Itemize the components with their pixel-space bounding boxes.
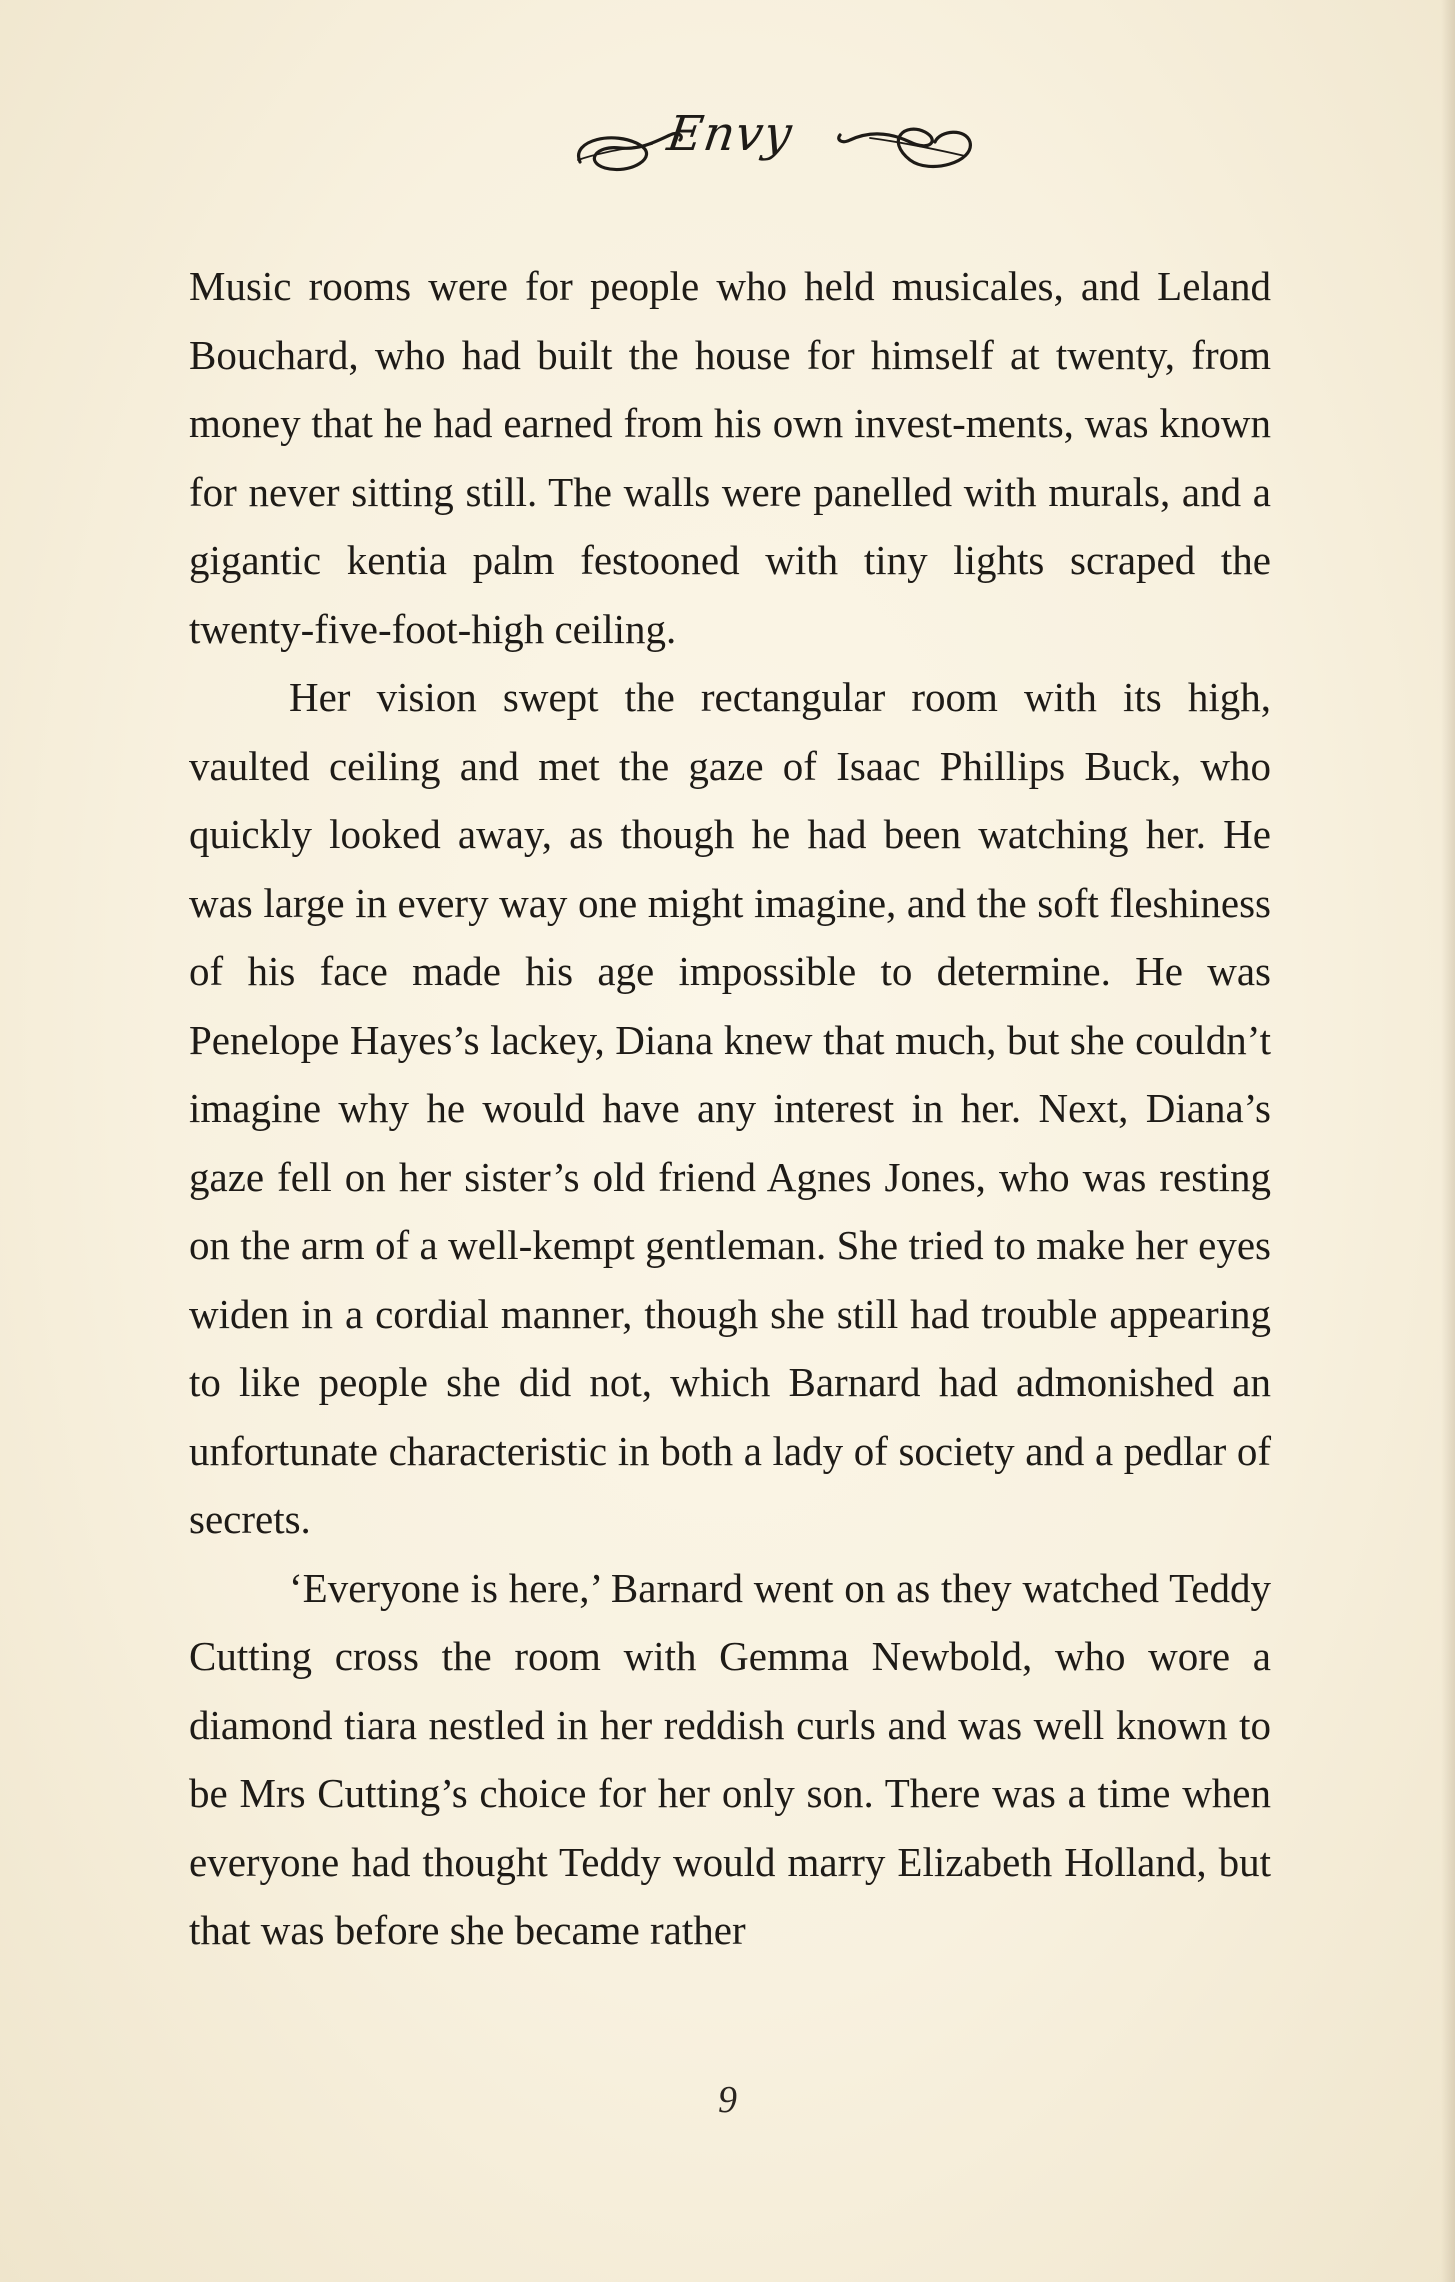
page-number: 9: [718, 2079, 737, 2121]
paragraph-2: Her vision swept the rectangular room with its high, vaulted ceiling and met the gaze of Isaac Phillips Buck, who quickly looked away, as though he had been watching her. He was large in every way one might imagine, and the soft fleshiness of his face made his age impossible to determine. He was Penelope Hayes’s lackey, Diana knew that much, but she couldn’t imagine why he would have any interest in her. Next, Diana’s gaze fell on her sister’s old friend Agnes Jones, who was resting on the arm of a well-kempt gentleman. She tried to make her eyes widen in a cordial manner, though she still had trouble appearing to like people she did not, which Barnard had admonished an unfortunate characteristic in both a lady of society and a pedlar of secrets.: [189, 674, 1271, 1542]
running-head-title: Envy: [663, 106, 797, 162]
paragraph-3: ‘Everyone is here,’ Barnard went on as they watched Teddy Cutting cross the room with Gemma Newbold, who wore a diamond tiara nestled in her reddish curls and was well known to be Mrs Cutting’s choice for her only son. There was a time when everyone had thought Teddy would marry Elizabeth Holland, but that was before she became rather: [189, 1564, 1271, 1953]
page-header: [0, 100, 1455, 190]
paragraph-1: Music rooms were for people who held musicales, and Leland Bouchard, who had built the house for himself at twenty, from money that he had earned from his own invest-ments, was known for never sitting still. The walls were panelled with murals, and a gigantic kentia palm festooned with tiny lights scraped the twenty-five-foot-high ceiling.: [189, 263, 1271, 652]
body-text: [189, 252, 1271, 1965]
right-flourish-icon: [830, 100, 1090, 190]
page-edge-shadow: [1441, 0, 1455, 2282]
